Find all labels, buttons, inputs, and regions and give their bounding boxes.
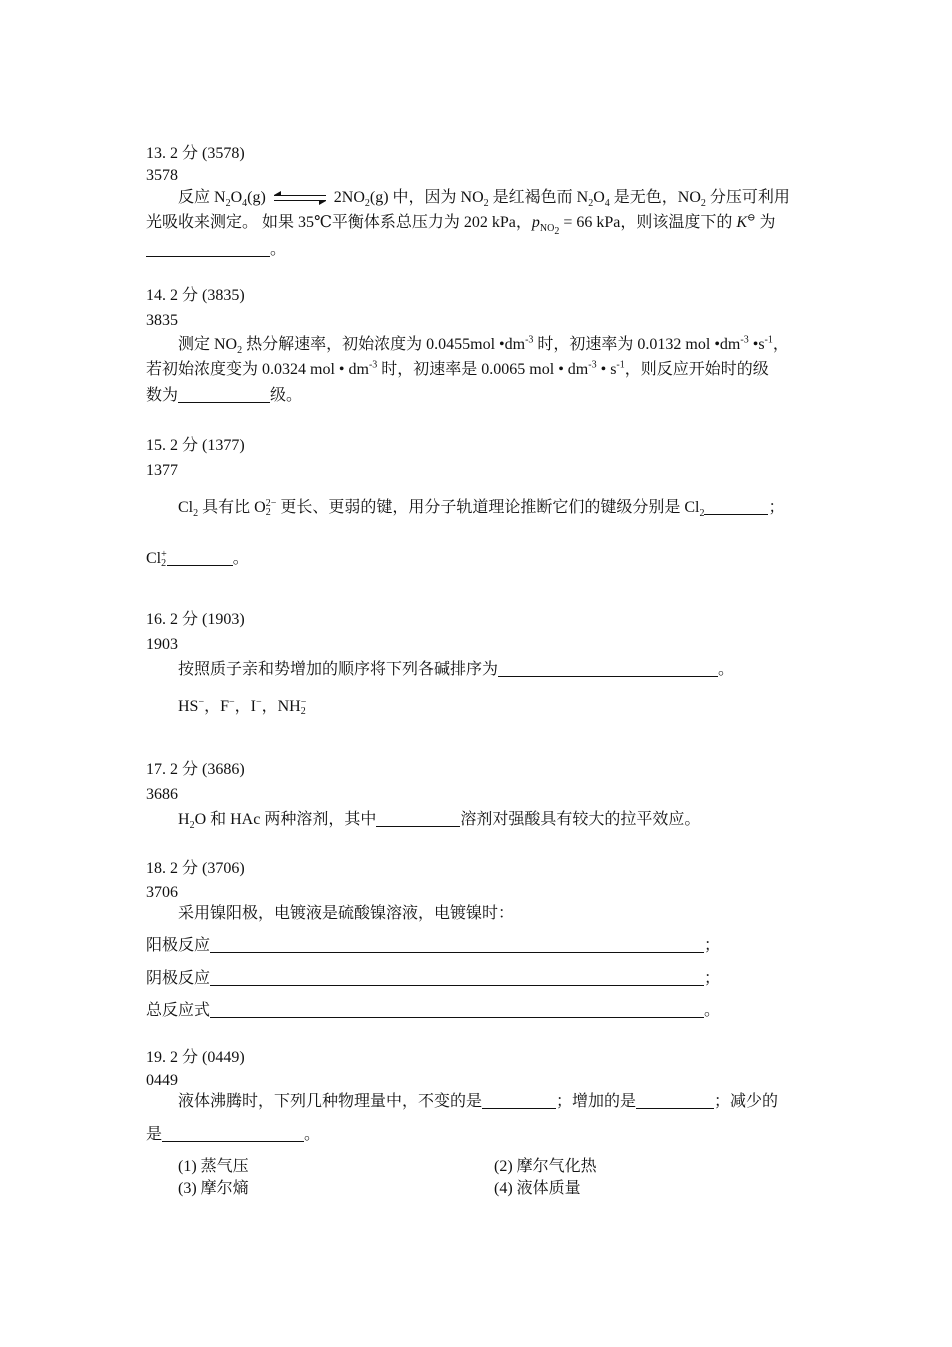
q19-option-2: (2) 摩尔气化热 <box>494 1158 597 1175</box>
q19-header: 19. 2 分 (0449) <box>146 1049 245 1066</box>
q15-id: 1377 <box>146 462 178 479</box>
q18-total-blank[interactable] <box>210 1001 704 1018</box>
q14-answer-blank[interactable] <box>178 386 270 403</box>
q15-line1: $Cl_2$ 具有比 O2− 2 更长、更弱的键，用分子轨道理论推断它们的键级分别是 $Cl_2$ ； <box>178 498 785 520</box>
q13-line1: 反应 $N_2O_4(g)$ $2NO_2(g)$ 中，因为 $NO_2$ 是红褐色而 $N_2O_4$ 是无色，$NO_2$ 分压可利用 <box>178 189 790 210</box>
q18-cathode-line: 阴极反应 ； <box>146 970 721 987</box>
q13-line2: 光吸收来测定。 如果 35℃平衡体系总压力为 202 kPa，$p_{NO_2} = 66$ kPa，则该温度下的 K⊖ 为 <box>146 212 776 238</box>
q16-id: 1903 <box>146 636 178 653</box>
equilibrium-arrow-icon <box>274 191 326 205</box>
q16-line2: HS−，F−，I−，NH− 2 <box>178 696 307 718</box>
q13-id: 3578 <box>146 167 178 184</box>
q19-unchanged-blank[interactable] <box>482 1092 556 1109</box>
q19-id: 0449 <box>146 1072 178 1089</box>
q19-option-4: (4) 液体质量 <box>494 1180 581 1197</box>
q19-option-3: (3) 摩尔熵 <box>178 1180 249 1197</box>
q16-answer-blank[interactable] <box>498 660 718 677</box>
q19-decreased-blank[interactable] <box>162 1125 304 1142</box>
q17-header: 17. 2 分 (3686) <box>146 761 245 778</box>
q18-intro: 采用镍阳极，电镀液是硫酸镍溶液，电镀镍时： <box>178 905 515 922</box>
q18-id: 3706 <box>146 884 178 901</box>
q13-line3: 。 <box>146 239 286 261</box>
q17-id: 3686 <box>146 786 178 803</box>
q13-header: 13. 2 分 (3578) <box>146 145 245 162</box>
q14-line2: 若初始浓度变为 0.0324 mol • $dm^{-3}$ 时，初速率是 0.0065 mol • $dm^{-3}$ • $s^{-1}$，则反应开始时的级 <box>146 359 769 378</box>
q13-answer-blank[interactable] <box>146 240 270 257</box>
q18-total-line: 总反应式 。 <box>146 1002 721 1019</box>
q19-line1: 液体沸腾时，下列几种物理量中，不变的是 ；增加的是 ；减少的 <box>178 1093 779 1110</box>
q15-line2: Cl+ 2 。 <box>146 549 249 570</box>
q18-cathode-blank[interactable] <box>210 969 704 986</box>
q16-header: 16. 2 分 (1903) <box>146 611 245 628</box>
q14-header: 14. 2 分 (3835) <box>146 287 245 304</box>
q15-cl2plus-blank[interactable] <box>167 549 233 566</box>
q16-line1: 按照质子亲和势增加的顺序将下列各碱排序为 。 <box>178 661 735 678</box>
q17-answer-blank[interactable] <box>376 810 460 827</box>
q19-increased-blank[interactable] <box>636 1092 714 1109</box>
q19-option-1: (1) 蒸气压 <box>178 1158 249 1175</box>
q17-line1: $H_2O$ 和 HAc 两种溶剂，其中 溶剂对强酸具有较大的拉平效应。 <box>178 811 701 832</box>
q18-header: 18. 2 分 (3706) <box>146 860 245 877</box>
q14-id: 3835 <box>146 312 178 329</box>
q14-line3: 数为 级。 <box>146 387 303 404</box>
q15-header: 15. 2 分 (1377) <box>146 437 245 454</box>
q18-anode-blank[interactable] <box>210 936 704 953</box>
q15-cl2-blank[interactable] <box>704 498 768 515</box>
q19-line2: 是 。 <box>146 1126 321 1143</box>
q14-line1: 测定 $NO_2$ 热分解速率，初始浓度为 0.0455mol $•dm^{-3}$ 时，初速率为 0.0132 mol $•dm^{-3}$ $•s^{-1}$， <box>178 334 789 357</box>
q18-anode-line: 阳极反应 ； <box>146 937 721 954</box>
